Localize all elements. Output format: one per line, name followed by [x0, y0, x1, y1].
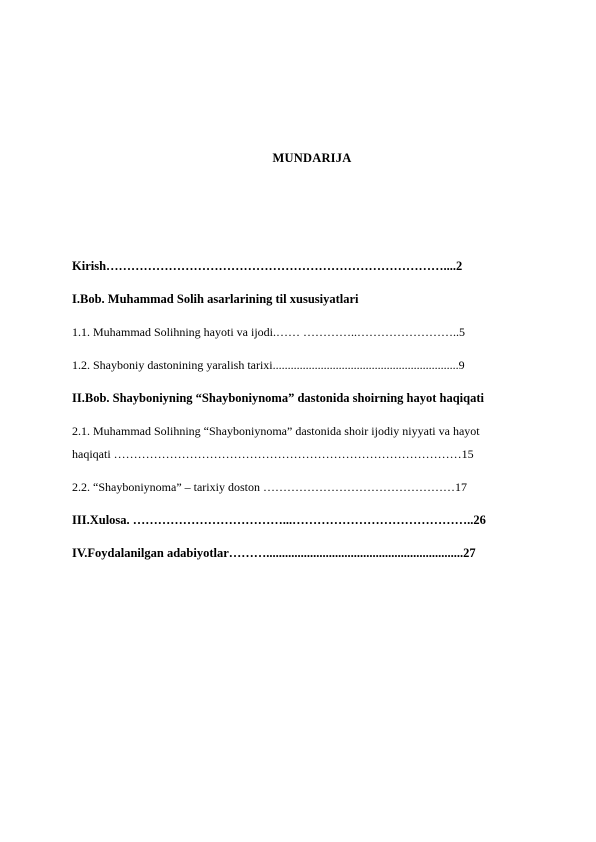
toc-entry-chapter-1: I.Bob. Muhammad Solih asarlarining til xususiyatlari	[72, 292, 359, 306]
toc-entry-chapter-2: II.Bob. Shayboniyning “Shayboniynoma” dastonida shoirning hayot haqiqati	[72, 391, 484, 405]
toc-entry-2-1: 2.1. Muhammad Solihning “Shayboniynoma” dastonida shoir ijodiy niyyati va hayot	[72, 424, 480, 438]
page-title: MUNDARIJA	[272, 151, 352, 165]
toc-entry-1-1: 1.1. Muhammad Solihning hayoti va ijodi.…… …………..……………………..5	[72, 325, 465, 339]
toc-entry-kirish: Kirish………………………………………………………………………....2	[72, 259, 463, 273]
toc-entry-references: IV.Foydalanilgan adabiyotlar………...............................................................27	[72, 546, 476, 560]
toc-entry-1-2: 1.2. Shayboniy dastonining yaralish tarixi..............................................................9	[72, 358, 465, 372]
toc-entry-2-1-continued: haqiqati ……………………………………………………………………………15	[72, 447, 474, 461]
toc-entry-conclusion: III.Xulosa. ………………………………...……………………………………..26	[72, 513, 486, 527]
toc-entry-2-2: 2.2. “Shayboniynoma” – tarixiy doston …………………………………………17	[72, 480, 467, 494]
